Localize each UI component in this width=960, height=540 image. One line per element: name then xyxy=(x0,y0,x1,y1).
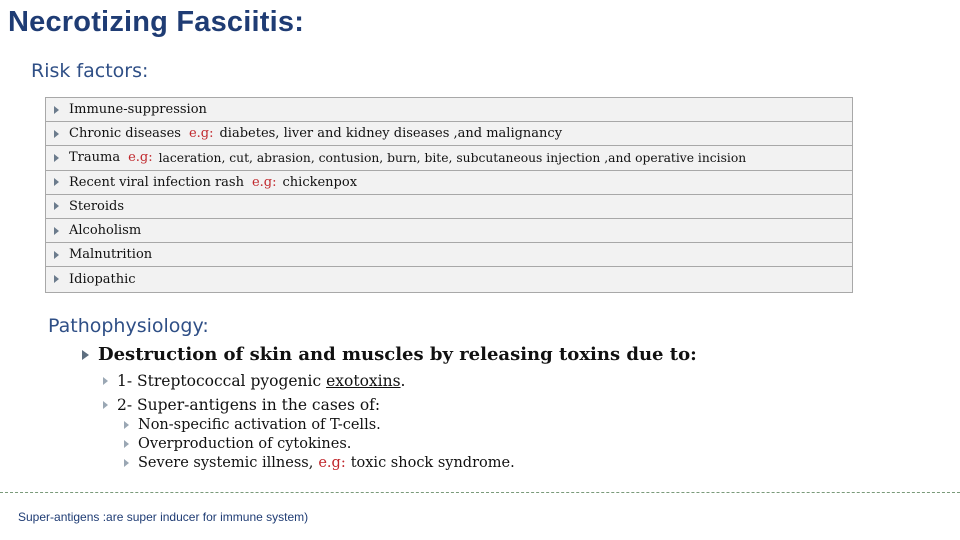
risk-factor-label: Malnutrition xyxy=(69,247,153,263)
example-marker: e.g: xyxy=(318,455,346,471)
risk-factor-detail: diabetes, liver and kidney diseases ,and malignancy xyxy=(219,126,563,142)
bullet-arrow-icon xyxy=(54,154,59,162)
bullet-arrow-icon xyxy=(54,275,59,283)
pathophysiology-sub-point xyxy=(103,372,405,390)
exotoxins-term: exotoxins xyxy=(326,372,401,390)
super-antigen-effect xyxy=(124,455,515,471)
bullet-arrow-icon xyxy=(54,227,59,235)
risk-factor-row xyxy=(46,122,852,146)
effect-text: Overproduction of cytokines. xyxy=(138,436,352,452)
risk-factor-row xyxy=(46,98,852,122)
risk-factors-table xyxy=(45,97,853,293)
pathophysiology-heading: Pathophysiology: xyxy=(48,315,209,337)
risk-factor-row xyxy=(46,243,852,267)
risk-factor-row xyxy=(46,195,852,219)
pathophysiology-sub-point xyxy=(103,396,380,414)
example-marker: e.g: xyxy=(188,126,214,142)
footnote: Super-antigens :are super inducer for immune system) xyxy=(18,510,309,524)
bullet-arrow-icon xyxy=(82,350,89,360)
bullet-arrow-icon xyxy=(54,178,59,186)
bullet-arrow-icon xyxy=(124,459,129,467)
risk-factor-row xyxy=(46,267,852,291)
bullet-arrow-icon xyxy=(54,106,59,114)
bullet-arrow-icon xyxy=(103,377,108,385)
sub-point-suffix: . xyxy=(400,372,406,390)
risk-factor-label: Immune-suppression xyxy=(69,102,207,118)
risk-factor-label: Chronic diseases xyxy=(69,126,181,142)
risk-factor-row xyxy=(46,146,852,170)
risk-factor-label: Trauma xyxy=(69,150,121,166)
pathophysiology-main-point xyxy=(82,344,697,365)
bullet-arrow-icon xyxy=(54,130,59,138)
risk-factors-heading: Risk factors: xyxy=(31,60,149,82)
page-title: Necrotizing Fasciitis: xyxy=(8,6,305,38)
risk-factor-row xyxy=(46,219,852,243)
risk-factor-label: Idiopathic xyxy=(69,271,136,287)
super-antigen-effect xyxy=(124,436,351,452)
bullet-arrow-icon xyxy=(124,421,129,429)
sub-point-text: 2- Super-antigens in the cases of: xyxy=(117,396,381,414)
effect-text: Severe systemic illness, xyxy=(138,455,314,471)
bullet-arrow-icon xyxy=(54,251,59,259)
example-marker: e.g: xyxy=(128,150,153,166)
risk-factor-detail: laceration, cut, abrasion, contusion, burn, bite, subcutaneous injection ,and operative incision xyxy=(158,150,747,165)
risk-factor-detail: chickenpox xyxy=(282,174,358,190)
bullet-arrow-icon xyxy=(54,202,59,210)
bullet-arrow-icon xyxy=(103,401,108,409)
risk-factor-row xyxy=(46,171,852,195)
effect-detail: toxic shock syndrome. xyxy=(350,455,515,471)
footer-divider xyxy=(0,492,960,493)
risk-factor-label: Alcoholism xyxy=(69,223,142,239)
super-antigen-effect xyxy=(124,417,381,433)
bullet-arrow-icon xyxy=(124,440,129,448)
main-point-text: Destruction of skin and muscles by releasing toxins due to: xyxy=(98,344,697,365)
effect-text: Non-specific activation of T-cells. xyxy=(138,417,381,433)
risk-factor-label: Steroids xyxy=(69,198,125,214)
example-marker: e.g: xyxy=(251,174,277,190)
sub-point-text: 1- Streptococcal pyogenic xyxy=(117,372,327,390)
risk-factor-label: Recent viral infection rash xyxy=(69,174,244,190)
